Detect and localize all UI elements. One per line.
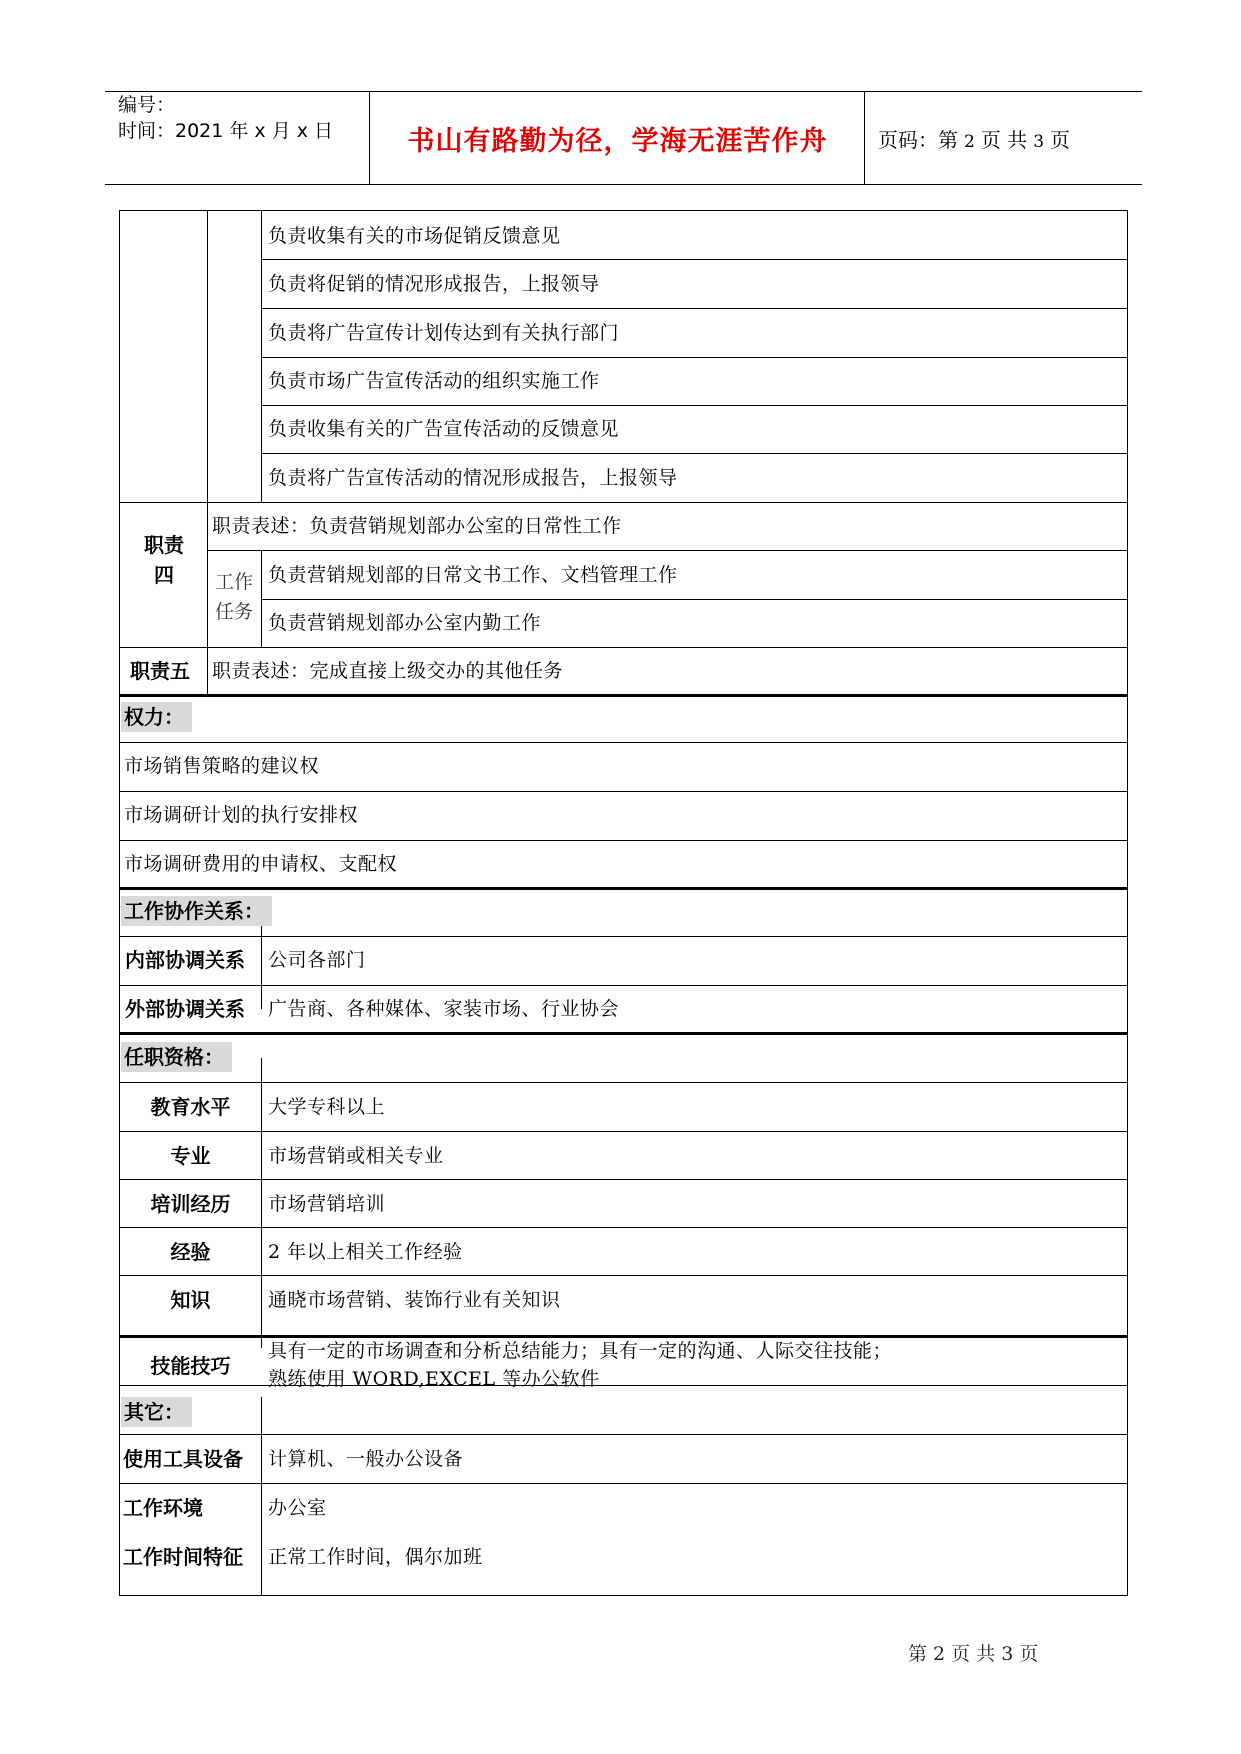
- duty3-task: 负责收集有关的广告宣传活动的反馈意见: [268, 418, 620, 440]
- duty3-task: 负责将广告宣传计划传达到有关执行部门: [268, 322, 620, 344]
- job-description-table: [119, 210, 1128, 1596]
- grid-line: [261, 453, 1127, 454]
- other-value: 计算机、一般办公设备: [268, 1448, 464, 1470]
- document-date: 时间：2021 年 x 月 x 日: [118, 120, 334, 142]
- grid-line: [120, 1082, 1127, 1083]
- grid-line: [120, 1483, 1127, 1484]
- header-motto-cell: [371, 92, 865, 184]
- qualification-label: 技能技巧: [150, 1354, 231, 1378]
- grid-line: [261, 259, 1127, 260]
- header-motto: 书山有路勤为径，学海无涯苦作舟: [407, 125, 828, 157]
- duty4-task: 负责营销规划部的日常文书工作、文档管理工作: [268, 564, 678, 586]
- grid-line: [120, 1275, 1127, 1276]
- grid-line: [261, 357, 1127, 358]
- grid-line: [120, 985, 1127, 986]
- grid-line: [120, 1227, 1127, 1228]
- duty4-statement: 职责表述：负责营销规划部办公室的日常性工作: [212, 515, 622, 537]
- other-section-title: 其它：: [121, 1397, 192, 1427]
- grid-line: [120, 647, 1127, 648]
- section-divider: [120, 1032, 1127, 1035]
- duty5-label: 职责五: [130, 659, 190, 683]
- duty3-task: 负责将广告宣传活动的情况形成报告，上报领导: [268, 467, 678, 489]
- grid-line: [261, 308, 1127, 309]
- header-page-cell: [866, 92, 1142, 184]
- grid-line: [120, 1179, 1127, 1180]
- power-item: 市场销售策略的建议权: [124, 755, 320, 777]
- section-divider: [120, 887, 1127, 890]
- header-meta-cell: [105, 92, 370, 184]
- section-divider: [120, 694, 1127, 697]
- other-label: 工作时间特征: [123, 1545, 243, 1569]
- qualification-label: 培训经历: [150, 1192, 231, 1216]
- collaboration-value: 广告商、各种媒体、家装市场、行业协会: [268, 998, 620, 1020]
- grid-line: [207, 550, 1127, 551]
- grid-line: [120, 840, 1127, 841]
- collaboration-label: 内部协调关系: [125, 948, 245, 972]
- qualification-value: 市场营销或相关专业: [268, 1145, 444, 1167]
- qualification-label: 知识: [170, 1288, 211, 1312]
- other-label: 使用工具设备: [123, 1447, 243, 1471]
- duty5-statement: 职责表述：完成直接上级交办的其他任务: [212, 660, 564, 682]
- grid-line: [261, 1397, 262, 1595]
- duty3-task: 负责将促销的情况形成报告，上报领导: [268, 273, 600, 295]
- grid-line: [207, 502, 208, 647]
- other-label: 工作环境: [123, 1496, 203, 1520]
- collaboration-section-title: 工作协作关系：: [121, 896, 272, 926]
- grid-line: [261, 405, 1127, 406]
- duty3-task: 负责市场广告宣传活动的组织实施工作: [268, 370, 600, 392]
- power-item: 市场调研计划的执行安排权: [124, 804, 359, 826]
- grid-line: [120, 791, 1127, 792]
- qualification-label: 经验: [170, 1240, 211, 1264]
- page-footer: 第 2 页 共 3 页: [908, 1643, 1039, 1665]
- duty4-label: 职责四: [144, 533, 184, 587]
- document-number-label: 编号：: [118, 94, 176, 116]
- qualification-label: 教育水平: [150, 1095, 231, 1119]
- qualification-value: 市场营销培训: [268, 1193, 386, 1215]
- grid-line: [120, 742, 1127, 743]
- page-prefix: 页码：第: [878, 127, 958, 152]
- qualification-value: 通晓市场营销、装饰行业有关知识: [268, 1289, 561, 1311]
- grid-line: [261, 1058, 262, 1348]
- page-mid: 页 共: [980, 127, 1028, 152]
- page-header: [105, 91, 1142, 185]
- duty4-task: 负责营销规划部办公室内勤工作: [268, 612, 542, 634]
- grid-line: [120, 502, 1127, 503]
- grid-line: [120, 1434, 1127, 1435]
- qualification-value: 具有一定的市场调查和分析总结能力；具有一定的沟通、人际交往技能；: [268, 1340, 893, 1362]
- duty3-task: 负责收集有关的市场促销反馈意见: [268, 225, 561, 247]
- collaboration-label: 外部协调关系: [125, 997, 245, 1021]
- grid-line: [261, 599, 1127, 600]
- page-total: 3: [1033, 131, 1045, 152]
- duty4-task-label: 工作任务: [214, 571, 253, 623]
- other-value: 办公室: [268, 1497, 327, 1519]
- section-divider: [120, 1335, 1127, 1338]
- qualification-value: 大学专科以上: [268, 1096, 386, 1118]
- other-value: 正常工作时间，偶尔加班: [268, 1546, 483, 1568]
- grid-line: [207, 647, 208, 695]
- qualification-value-line2: 熟练使用 WORD,EXCEL 等办公软件: [268, 1368, 600, 1390]
- power-section-title: 权力：: [121, 702, 192, 732]
- page-current: 2: [964, 131, 975, 152]
- qualification-label: 专业: [170, 1144, 211, 1168]
- header-page-indicator: [878, 124, 1070, 153]
- qualification-value: 2 年以上相关工作经验: [268, 1241, 463, 1263]
- qualification-section-title: 任职资格：: [121, 1042, 232, 1072]
- grid-line: [207, 211, 208, 502]
- grid-line: [120, 936, 1127, 937]
- page-suffix: 页: [1050, 127, 1071, 152]
- power-item: 市场调研费用的申请权、支配权: [124, 853, 398, 875]
- collaboration-value: 公司各部门: [268, 949, 366, 971]
- grid-line: [120, 1131, 1127, 1132]
